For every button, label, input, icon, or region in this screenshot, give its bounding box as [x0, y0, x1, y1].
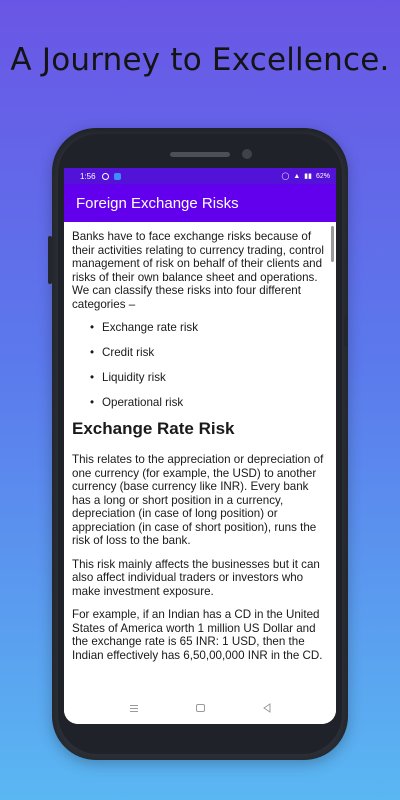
body-paragraph: For example, if an Indian has a CD in the United States of America worth 1 million US Dollar and the exchange rate is 65 INR: 1 USD, then the Indian effectively has 6,50,00,000 INR in the CD. — [72, 608, 323, 662]
body-paragraph: This relates to the appreciation or depreciation of one currency (for example, the USD) to another currency (base currency like INR). Every bank has a long or short position in a currency, depreciation (in case of long position) or appreciation (in case of short position), runs the risk of loss to the bank. — [72, 453, 324, 547]
promo-title: A Journey to Excellence. — [10, 42, 390, 78]
intro-paragraph: Banks have to face exchange risks because of their activities relating to currency trading, control management of risk on behalf of their clients and risks of their own balance sheet and operations. We can classify these risks into four different categories – — [72, 230, 324, 311]
scrollbar-thumb[interactable] — [331, 226, 334, 262]
sync-icon — [102, 173, 109, 180]
status-indicators — [281, 172, 330, 180]
app-bar-title: Foreign Exchange Risks — [76, 194, 239, 212]
app-bar — [64, 184, 336, 222]
list-item: • Credit risk — [102, 346, 324, 360]
risk-categories-list — [72, 321, 324, 410]
wifi-icon: ▲ — [293, 172, 301, 180]
phone-camera — [242, 149, 252, 159]
recent-apps-icon[interactable] — [130, 705, 138, 712]
phone-screen — [64, 168, 336, 724]
battery-level: 62% — [315, 172, 330, 180]
notification-icon — [114, 173, 121, 180]
list-item: • Exchange rate risk — [102, 321, 324, 335]
section-heading: Exchange Rate Risk — [72, 418, 235, 438]
home-icon[interactable] — [196, 704, 205, 712]
body-paragraph: This risk mainly affects the businesses but it can also affect individual traders or investors who make investment exposure. — [72, 557, 320, 598]
back-icon[interactable] — [263, 703, 271, 713]
list-item: • Operational risk — [102, 396, 324, 410]
article-content[interactable] — [64, 222, 336, 668]
status-bar — [64, 168, 336, 184]
power-button — [344, 316, 348, 346]
volume-button — [48, 236, 52, 284]
status-time: 1:56 — [80, 171, 96, 181]
signal-icon: ▮▮ — [304, 173, 312, 180]
navigation-bar — [64, 692, 336, 724]
list-item: • Liquidity risk — [102, 371, 324, 385]
headset-icon: ◯ — [281, 173, 290, 180]
phone-speaker — [170, 152, 230, 157]
